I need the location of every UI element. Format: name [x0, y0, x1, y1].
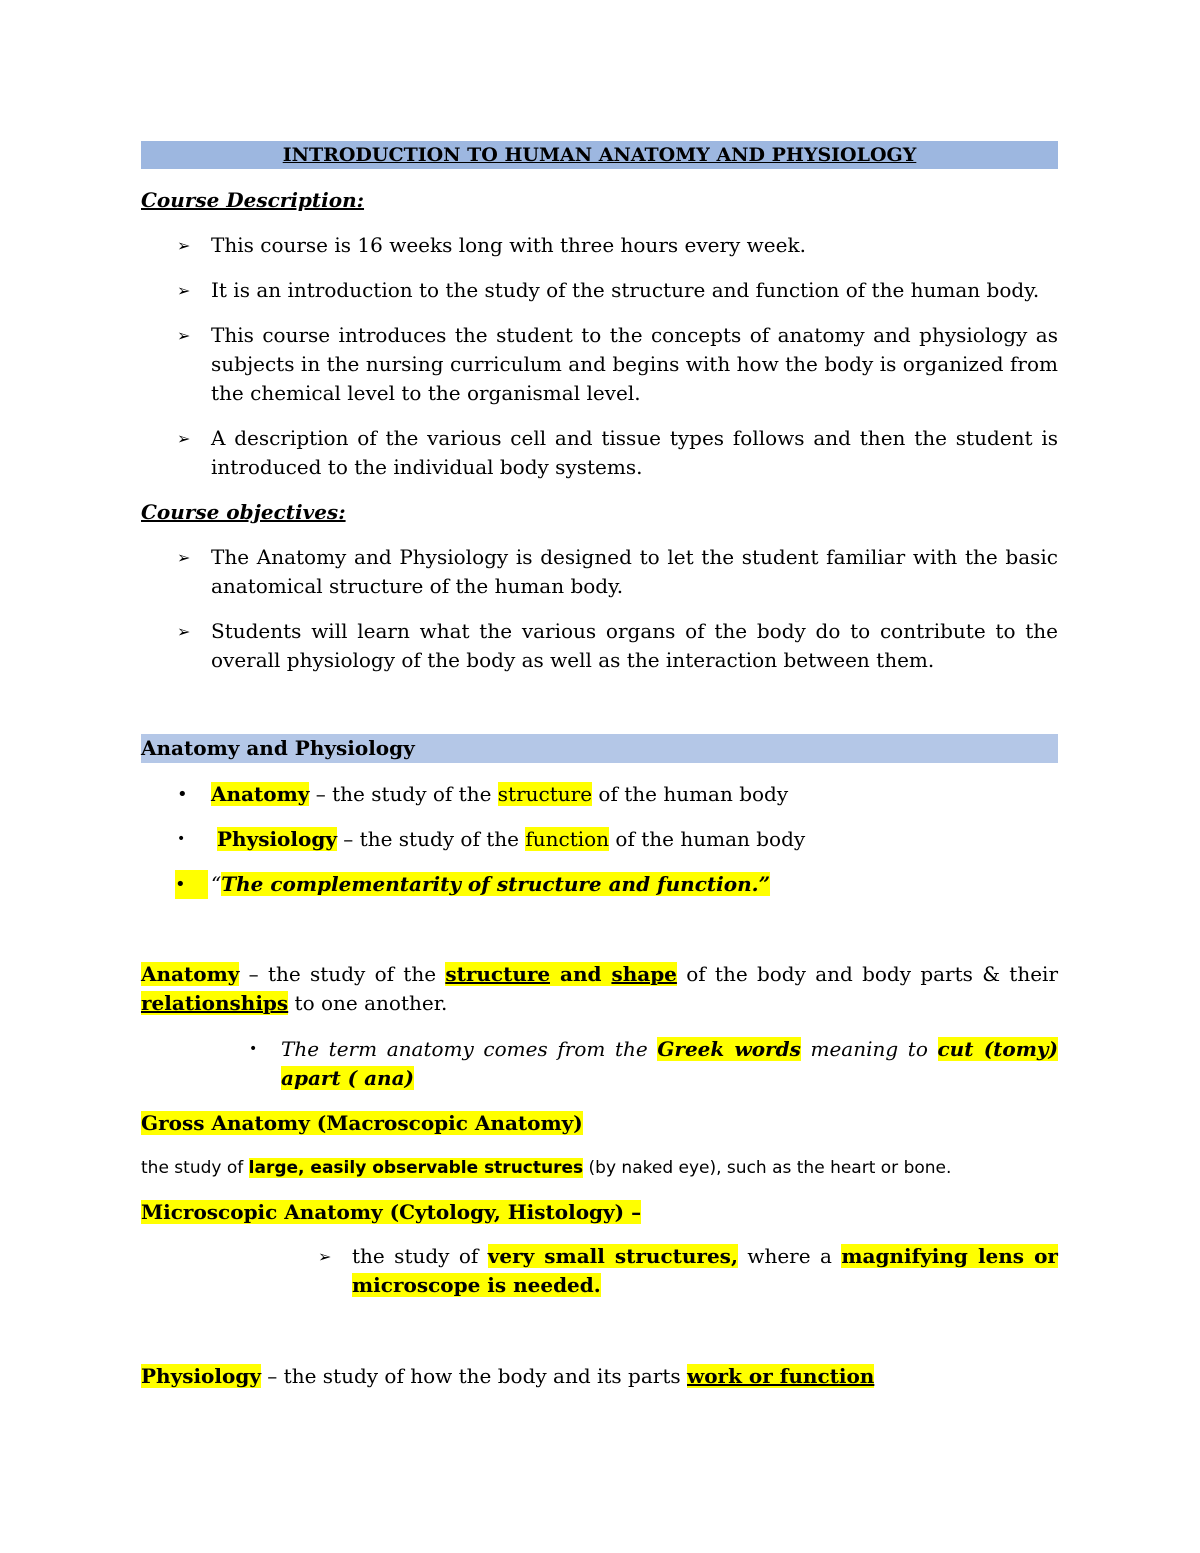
course-description-heading: Course Description:	[141, 188, 365, 212]
section-heading: Anatomy and Physiology	[141, 736, 415, 760]
bullet-icon: •	[177, 784, 188, 805]
list-item: ➢ This course introduces the student to the concepts of anatomy and physiology as subjects in the nursing curriculum and begins with how the body is organized from the chemical level to the organismal level.	[177, 323, 1058, 405]
gross-anatomy-definition: the study of large, easily observable structures (by naked eye), such as the heart or bone.	[141, 1158, 952, 1178]
anatomy-definition: Anatomy – the study of the structure and shape of the body and body parts & their relationships to one another.	[141, 962, 1058, 1015]
bullet-icon: •	[249, 1041, 258, 1057]
document-title-bar	[141, 141, 1058, 169]
ap-bullet-list	[141, 780, 1058, 899]
arrow-bullet-icon: ➢	[318, 1247, 332, 1266]
microscopic-anatomy-heading: Microscopic Anatomy (Cytology, Histology) –	[141, 1200, 642, 1224]
arrow-bullet-icon: ➢	[177, 548, 191, 567]
physiology-definition: Physiology – the study of how the body and its parts work or function	[141, 1364, 875, 1388]
course-objectives-list	[141, 543, 1058, 675]
course-description-list	[141, 231, 1058, 482]
arrow-bullet-icon: ➢	[177, 281, 191, 300]
bullet-icon: •	[177, 831, 186, 847]
arrow-bullet-icon: ➢	[177, 622, 191, 641]
gross-anatomy-heading: Gross Anatomy (Macroscopic Anatomy)	[141, 1111, 583, 1135]
course-objectives-heading: Course objectives:	[141, 500, 346, 524]
anatomy-term-note	[211, 1035, 1058, 1093]
arrow-bullet-icon: ➢	[177, 326, 191, 345]
list-item: ➢ Students will learn what the various organs of the body do to contribute to the overall physiology of the body as well as the interaction between them.	[177, 619, 1058, 672]
arrow-bullet-icon: ➢	[177, 429, 191, 448]
document-title: INTRODUCTION TO HUMAN ANATOMY AND PHYSIOLOGY	[282, 144, 917, 166]
arrow-bullet-icon: ➢	[177, 236, 191, 255]
list-item: ➢ This course is 16 weeks long with three hours every week.	[141, 231, 1058, 260]
list-item: ➢ It is an introduction to the study of the structure and function of the human body.	[141, 276, 1058, 305]
list-item: • Physiology – the study of the function of the human body	[141, 825, 1058, 854]
bullet-icon: •	[175, 870, 208, 899]
list-item: ➢ A description of the various cell and tissue types follows and then the student is introduced to the individual body systems.	[177, 426, 1058, 479]
anatomy-physiology-section-bar	[141, 734, 1058, 763]
list-item: • Anatomy – the study of the structure of the human body	[141, 780, 1058, 809]
list-item: ➢ the study of very small structures, where a magnifying lens or microscope is needed.	[318, 1244, 1058, 1297]
list-item: ➢ The Anatomy and Physiology is designed to let the student familiar with the basic anatomical structure of the human body.	[177, 545, 1058, 598]
microscopic-anatomy-list	[282, 1242, 1058, 1300]
list-item: • The term anatomy comes from the Greek words meaning to cut (tomy) apart ( ana)	[249, 1037, 1058, 1090]
list-item: • “The complementarity of structure and function.”	[141, 870, 1058, 899]
